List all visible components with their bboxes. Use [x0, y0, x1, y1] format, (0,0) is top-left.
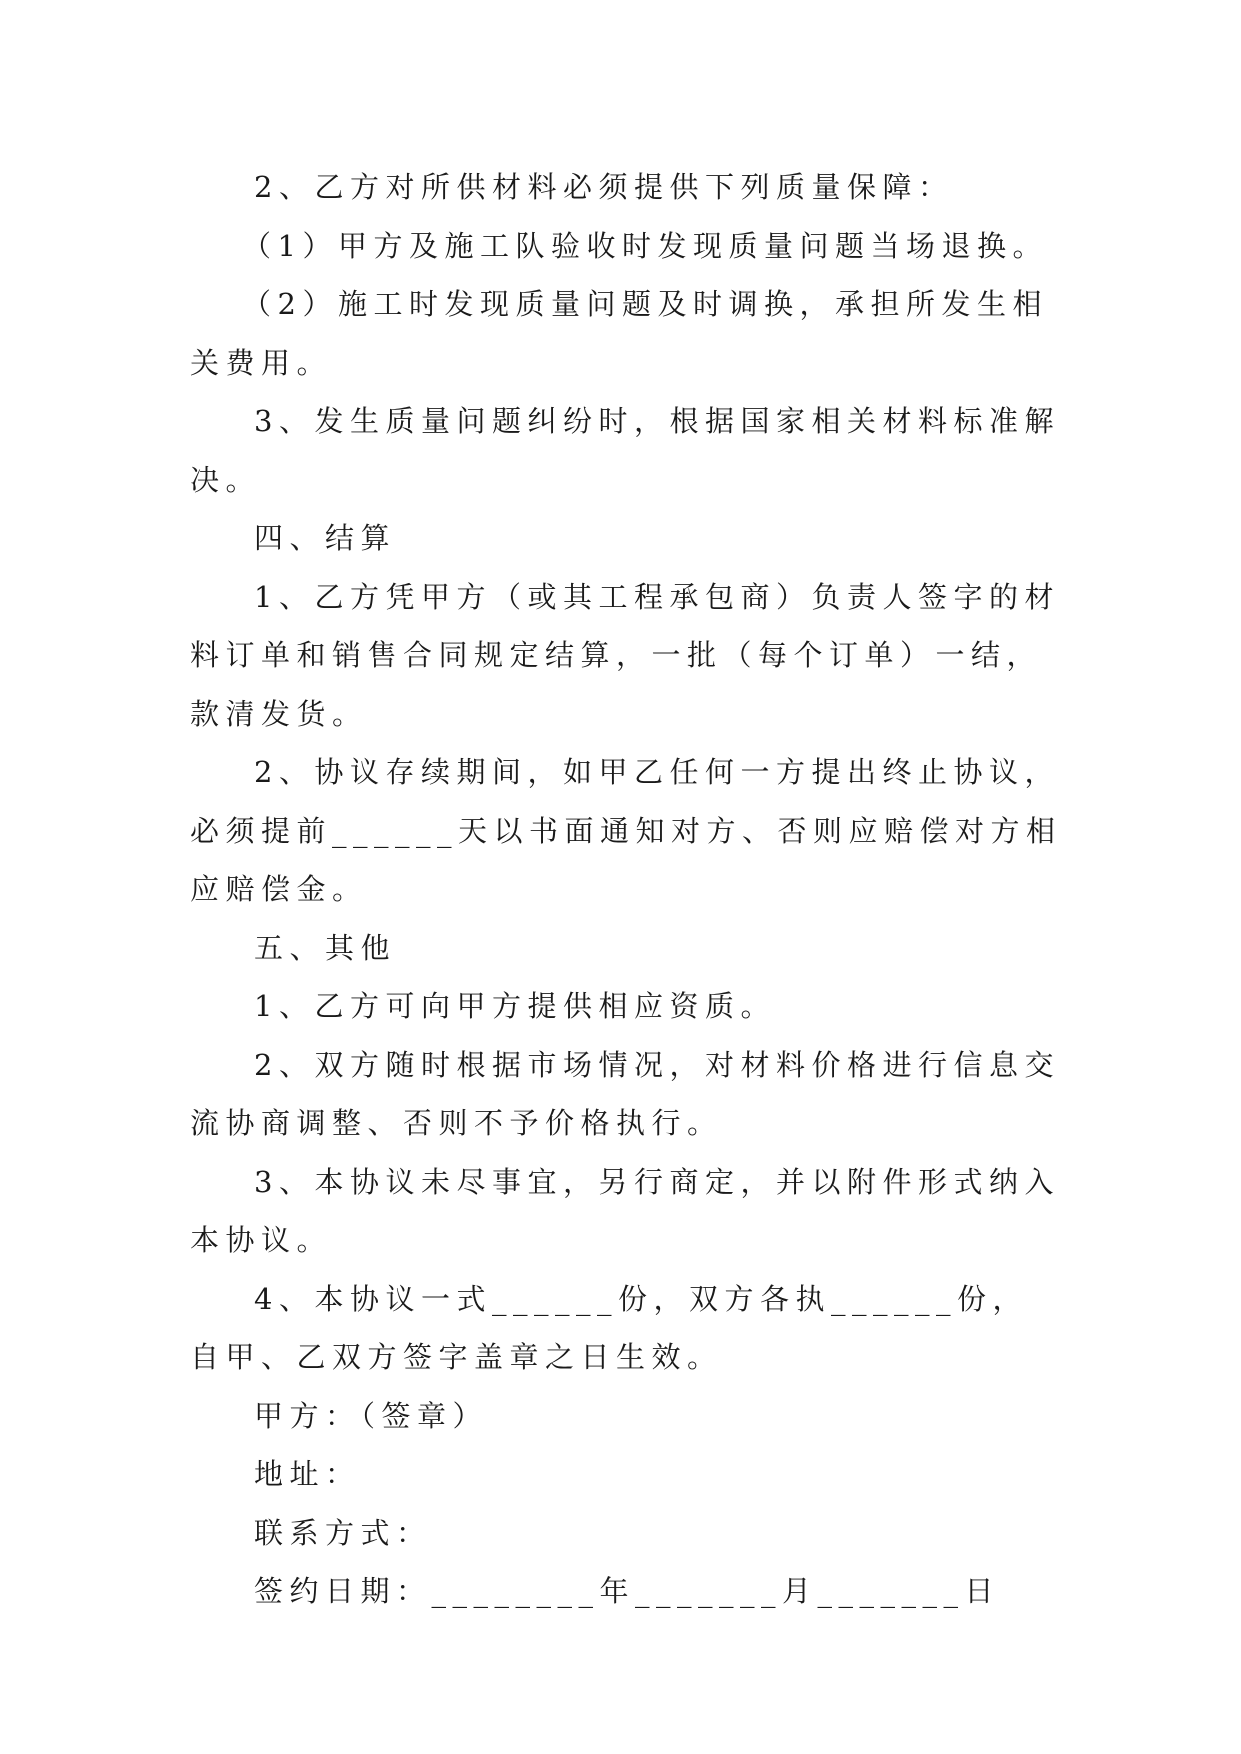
party-a-contact: 联系方式： — [254, 1515, 432, 1550]
clause-settlement-2: 2、协议存续期间，如甲乙任何一方提出终止协议，必须提前______天以书面通知对方、否则应赔偿对方相应赔偿金。 — [190, 755, 1062, 906]
clause-other-1: 1、乙方可向甲方提供相应资质。 — [254, 989, 776, 1023]
clause-other-2: 2、双方随时根据市场情况，对材料价格进行信息交流协商调整、否则不予价格执行。 — [190, 1047, 1060, 1140]
document-page — [190, 158, 1062, 1621]
section-heading-settlement: 四、结算 — [254, 521, 397, 555]
party-a-address: 地址： — [254, 1457, 361, 1491]
clause-other-3: 3、本协议未尽事宜，另行商定，并以附件形式纳入本协议。 — [190, 1164, 1060, 1257]
clause-quality-item-2: （2）施工时发现质量问题及时调换，承担所发生相关费用。 — [190, 287, 1048, 380]
clause-dispute: 3、发生质量问题纠纷时，根据国家相关材料标准解决。 — [190, 404, 1060, 497]
clause-other-4: 4、本协议一式______份，双方各执______份，自甲、乙双方签字盖章之日生效。 — [190, 1281, 1028, 1374]
party-a-signature: 甲方：（签章） — [254, 1398, 489, 1433]
clause-quality-guarantee: 2、乙方对所供材料必须提供下列质量保障： — [254, 170, 954, 204]
clause-settlement-1: 1、乙方凭甲方（或其工程承包商）负责人签字的材料订单和销售合同规定结算，一批（每个订单）一结，款清发货。 — [190, 579, 1060, 731]
signing-date: 签约日期：________年_______月_______日 — [254, 1574, 1001, 1608]
clause-quality-item-1: （1）甲方及施工队验收时发现质量问题当场退换。 — [242, 228, 1048, 263]
section-heading-other: 五、其他 — [254, 930, 397, 965]
